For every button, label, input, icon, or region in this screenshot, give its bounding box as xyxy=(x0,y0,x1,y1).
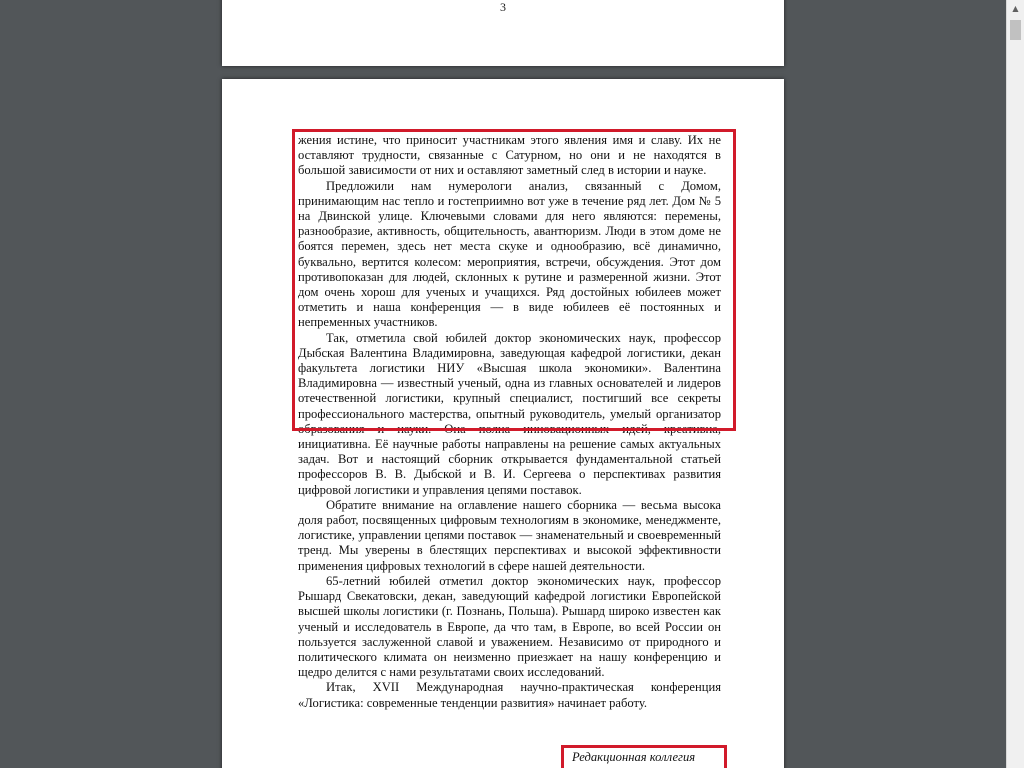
paragraph: Итак, XVII Международная научно-практическая конференция «Логистика: современные тенденции развития» начинает работу. xyxy=(298,680,721,710)
paragraph: 65-летний юбилей отметил доктор экономических наук, профессор Рышард Свекатовски, декан, заведующий кафедрой логистики Европейской высшей школы логистики (г. Познань, Польша). Рышард широко известен как ученый и исследователь в Европе, да что там, в Европе, во всей России он пользуется заслуженной славой и уважением. Независимо от природного и политического климата он неизменно приезжает на нашу конференцию и щедро делится с нами результатами своих исследований. xyxy=(298,573,721,680)
page-number: 3 xyxy=(500,0,506,14)
paragraph: Предложили нам нумерологи анализ, связанный с Домом, принимающим нас тепло и гостеприимно вот уже в течение ряд лет. Дом № 5 на Двинской улице. Ключевыми словами для него являются: перемены, разнообразие, активность, общительность, авантюризм. Люди в этом доме не боятся перемен, здесь нет места скуке и однообразию, всё динамично, буквально, вертится колесом: мероприятия, встречи, обсуждения. Этот дом противопоказан для людей, склонных к рутине и размеренной жизни. Этот дом очень хорош для ученых и учащихся. Ряд достойных юбилеев может отметить и наша конференция — в виде юбилеев её постоянных и непременных участников. xyxy=(298,178,721,330)
vertical-scrollbar[interactable] xyxy=(1006,0,1024,768)
current-page xyxy=(222,79,784,768)
paragraph: Так, отметила свой юбилей доктор экономических наук, профессор Дыбская Валентина Владимировна, заведующая кафедрой логистики, декан факультета логистики НИУ «Высшая школа экономики». Валентина Владимировна — известный ученый, одна из главных основателей и лидеров отечественной логистики, крупный специалист, постигший все секреты профессионального мастерства, опытный руководитель, умелый организатор образования и науки. Она полна инновационных идей, креативна, инициативна. Её научные работы направлены на решение самых актуальных задач. Вот и настоящий сборник открывается фундаментальной статьей профессоров В. В. Дыбской и В. И. Сергеева о перспективах развития цифровой логистики и управления цепями поставок. xyxy=(298,330,721,497)
page-text xyxy=(298,133,721,711)
previous-page xyxy=(222,0,784,66)
signature: Редакционная коллегия xyxy=(572,750,696,764)
scroll-thumb[interactable] xyxy=(1010,20,1021,40)
paragraph: жения истине, что приносит участникам этого явления имя и славу. Их не оставляют трудности, связанные с Сатурном, но они и не находятся в большой зависимости от них и оставляют заметный след в истории и науке. xyxy=(298,133,721,178)
scroll-up-icon[interactable]: ▲ xyxy=(1012,4,1019,13)
paragraph: Обратите внимание на оглавление нашего сборника — весьма высока доля работ, посвященных цифровым технологиям в экономике, менеджменте, логистике, управлении цепями поставок — знаменательный и своевременный тренд. Мы уверены в блестящих перспективах и высокой эффективности применения цифровых технологий в сфере нашей деятельности. xyxy=(298,497,721,573)
